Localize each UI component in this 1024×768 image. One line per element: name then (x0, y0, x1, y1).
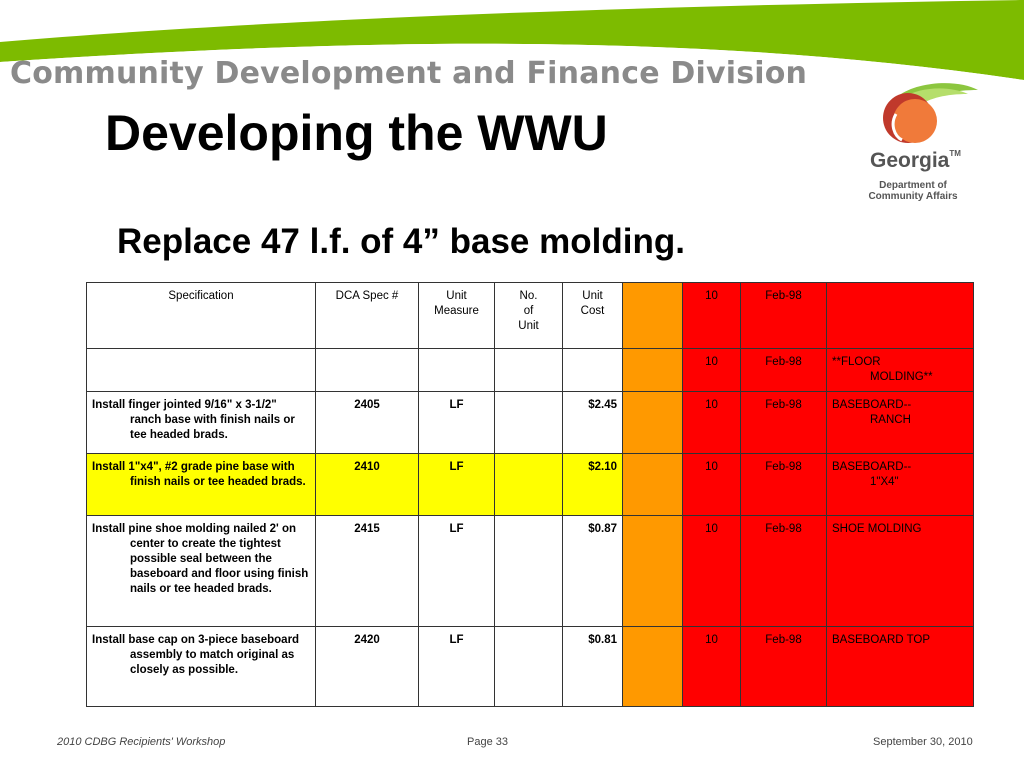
cost-cell: $2.10 (563, 454, 623, 516)
table-row (87, 627, 974, 707)
code-cell: 10 (683, 516, 741, 627)
qty-cell (495, 627, 563, 707)
orange-cell (623, 349, 683, 392)
note-cell: **FLOOR MOLDING** (827, 349, 974, 392)
code-cell: 10 (683, 627, 741, 707)
code-cell: 10 (683, 349, 741, 392)
orange-cell (623, 516, 683, 627)
orange-cell (623, 627, 683, 707)
slide-title: Developing the WWU (105, 105, 608, 161)
date-cell: Feb-98 (741, 349, 827, 392)
qty-cell (495, 454, 563, 516)
empty-cell (87, 349, 316, 392)
note-cell (827, 283, 974, 349)
unit-cell: LF (419, 516, 495, 627)
division-name: Community Development and Finance Division (10, 56, 808, 91)
header-unit-measure: Unit Measure (419, 283, 495, 349)
empty-cell (563, 349, 623, 392)
cost-cell: $0.87 (563, 516, 623, 627)
orange-cell (623, 283, 683, 349)
table-row (87, 392, 974, 454)
code-cell: 10 (683, 283, 741, 349)
date-cell: Feb-98 (741, 283, 827, 349)
header-dca-spec: DCA Spec # (316, 283, 419, 349)
unit-cell: LF (419, 392, 495, 454)
date-cell: Feb-98 (741, 454, 827, 516)
slide-subtitle: Replace 47 l.f. of 4” base molding. (117, 222, 685, 261)
cost-cell: $0.81 (563, 627, 623, 707)
orange-cell (623, 392, 683, 454)
code-cell: 10 (683, 454, 741, 516)
table-header-row (87, 283, 974, 349)
empty-cell (495, 349, 563, 392)
empty-cell (419, 349, 495, 392)
logo-name: Georgia™ (870, 149, 961, 172)
georgia-dca-logo (850, 76, 980, 206)
note-cell: BASEBOARD-- 1"X4" (827, 454, 974, 516)
footer-date: September 30, 2010 (873, 736, 973, 748)
table-group-row (87, 349, 974, 392)
dca-cell: 2415 (316, 516, 419, 627)
dca-cell: 2405 (316, 392, 419, 454)
table-row (87, 454, 974, 516)
spec-cell: Install 1"x4", #2 grade pine base with finish nails or tee headed brads. (87, 454, 316, 516)
header-unit-cost: Unit Cost (563, 283, 623, 349)
cost-cell: $2.45 (563, 392, 623, 454)
date-cell: Feb-98 (741, 627, 827, 707)
code-cell: 10 (683, 392, 741, 454)
unit-cell: LF (419, 627, 495, 707)
logo-department: Department of Community Affairs (868, 180, 958, 202)
unit-cell: LF (419, 454, 495, 516)
header-specification: Specification (87, 283, 316, 349)
dca-cell: 2410 (316, 454, 419, 516)
date-cell: Feb-98 (741, 392, 827, 454)
spec-table (86, 282, 974, 707)
spec-cell: Install finger jointed 9/16" x 3-1/2" ranch base with finish nails or tee headed brads. (87, 392, 316, 454)
qty-cell (495, 392, 563, 454)
peach-icon (850, 76, 980, 156)
spec-cell: Install base cap on 3-piece baseboard assembly to match original as closely as possible. (87, 627, 316, 707)
spec-cell: Install pine shoe molding nailed 2' on center to create the tightest possible seal between the baseboard and floor using finish nails or tee headed brads. (87, 516, 316, 627)
orange-cell (623, 454, 683, 516)
footer-workshop: 2010 CDBG Recipients' Workshop (57, 736, 226, 748)
header-no-of-unit: No. of Unit (495, 283, 563, 349)
note-cell: BASEBOARD TOP (827, 627, 974, 707)
note-cell: BASEBOARD-- RANCH (827, 392, 974, 454)
table-row (87, 516, 974, 627)
note-cell: SHOE MOLDING (827, 516, 974, 627)
dca-cell: 2420 (316, 627, 419, 707)
qty-cell (495, 516, 563, 627)
footer-page-number: Page 33 (467, 736, 508, 748)
date-cell: Feb-98 (741, 516, 827, 627)
empty-cell (316, 349, 419, 392)
